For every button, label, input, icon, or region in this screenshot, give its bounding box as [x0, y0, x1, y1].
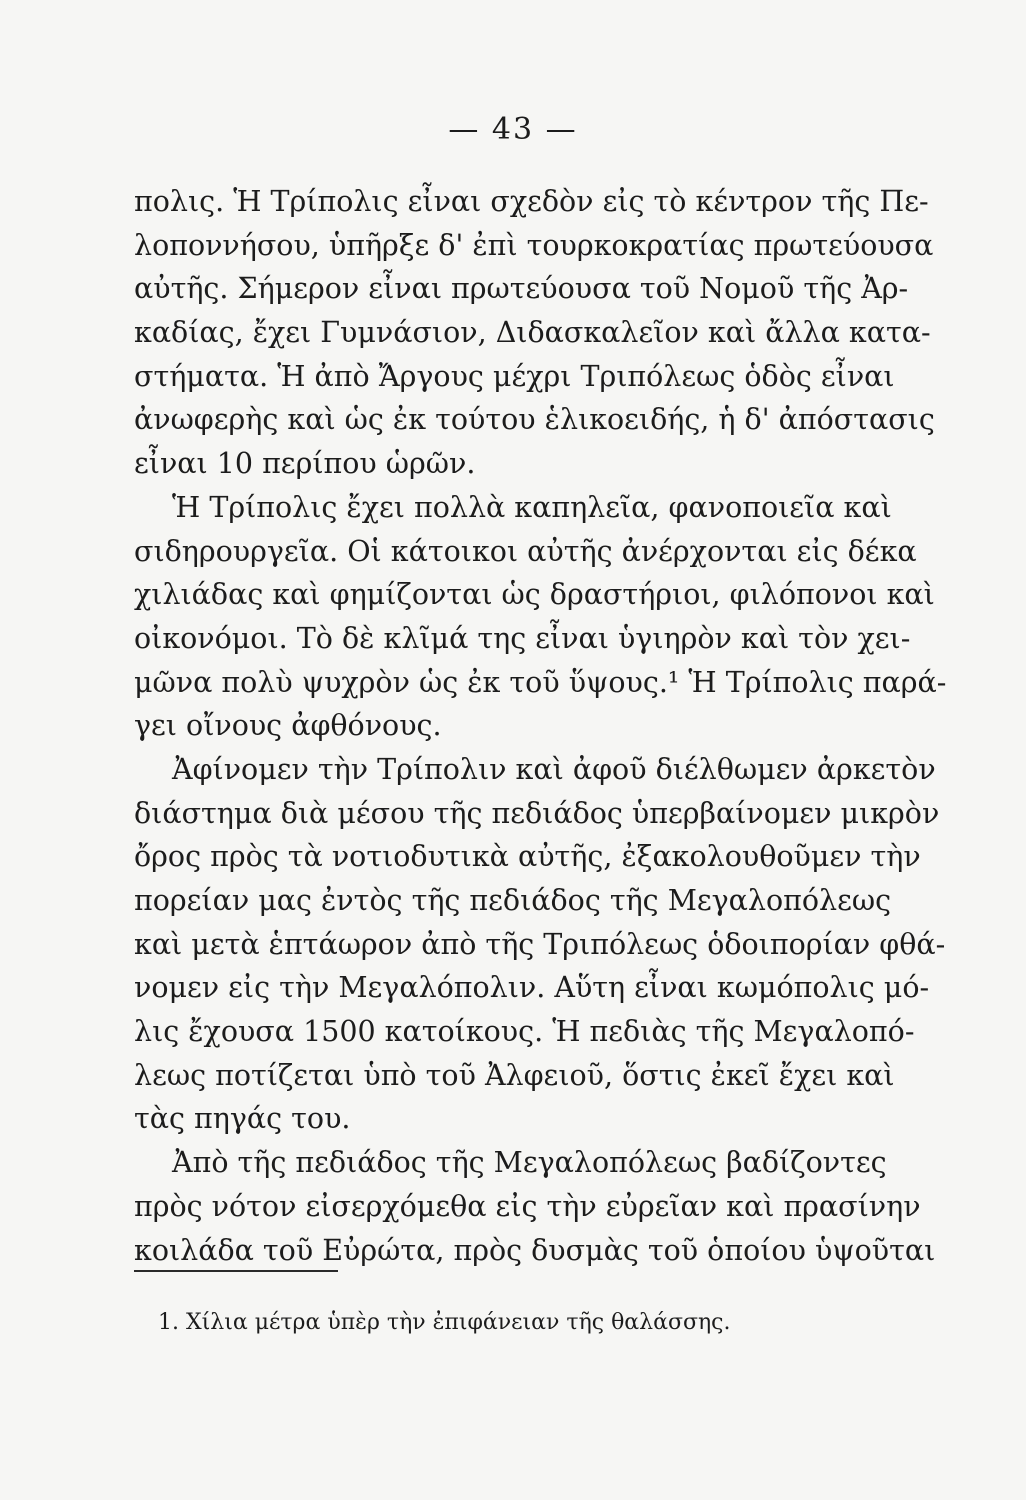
text-line: λις ἔχουσα 1500 κατοίκους. Ἡ πεδιὰς τῆς Μεγαλοπό- [134, 1015, 915, 1049]
text-line: καδίας, ἔχει Γυμνάσιον, Διδασκαλεῖον καὶ ἄλλα κατα- [134, 316, 931, 350]
body-text [134, 180, 947, 1272]
text-line: Ἀπὸ τῆς πεδιάδος τῆς Μεγαλοπόλεως βαδίζοντες [172, 1146, 887, 1180]
text-line: εἶναι 10 περίπου ὡρῶν. [134, 447, 476, 481]
text-line: ὄρος πρὸς τὰ νοτιοδυτικὰ αὐτῆς, ἐξακολουθοῦμεν τὴν [134, 840, 921, 874]
text-line: λοποννήσου, ὑπῆρξε δ' ἐπὶ τουρκοκρατίας πρωτεύουσα [134, 228, 934, 262]
text-line: Ἡ Τρίπολις ἔχει πολλὰ καπηλεῖα, φανοποιεῖα καὶ [172, 490, 892, 524]
text-line: κοιλάδα τοῦ Εὐρώτα, πρὸς δυσμὰς τοῦ ὁποίου ὑψοῦται [134, 1233, 936, 1267]
text-line: πορείαν μας ἐντὸς τῆς πεδιάδος τῆς Μεγαλοπόλεως [134, 884, 892, 917]
text-line: ἀνωφερὴς καὶ ὡς ἐκ τούτου ἑλικοειδής, ἡ δ' ἀπόστασις [134, 403, 935, 437]
text-line: τὰς πηγάς του. [134, 1102, 351, 1136]
text-line: σιδηρουργεῖα. Οἱ κάτοικοι αὐτῆς ἀνέρχονται εἰς δέκα [134, 534, 917, 568]
text-line: καὶ μετὰ ἑπτάωρον ἀπὸ τῆς Τριπόλεως ὁδοιπορίαν φθά- [134, 927, 946, 961]
text-line: μῶνα πολὺ ψυχρὸν ὡς ἐκ τοῦ ὕψους.¹ Ἡ Τρίπολις παρά- [134, 665, 947, 699]
text-line: διάστημα διὰ μέσου τῆς πεδιάδος ὑπερβαίνομεν μικρὸν [134, 796, 940, 830]
text-line: νομεν εἰς τὴν Μεγαλόπολιν. Αὕτη εἶναι κωμόπολις μό- [134, 971, 930, 1005]
footnote: 1. Χίλια μέτρα ὑπὲρ τὴν ἐπιφάνειαν τῆς θαλάσσης. [158, 1310, 731, 1335]
text-line: Ἀφίνομεν τὴν Τρίπολιν καὶ ἀφοῦ διέλθωμεν ἀρκετὸν [172, 752, 936, 786]
page-number: — 43 — [448, 112, 578, 147]
text-line: χιλιάδας καὶ φημίζονται ὡς δραστήριοι, φιλόπονοι καὶ [134, 578, 935, 612]
text-line: οἰκονόμοι. Τὸ δὲ κλῖμά της εἶναι ὑγιηρὸν καὶ τὸν χει- [134, 621, 911, 655]
text-line: στήματα. Ἡ ἀπὸ Ἄργους μέχρι Τριπόλεως ὁδὸς εἶναι [134, 359, 895, 393]
text-line: γει οἴνους ἀφθόνους. [134, 709, 442, 743]
footnote-divider [134, 1270, 338, 1272]
text-line: λεως ποτίζεται ὑπὸ τοῦ Ἀλφειοῦ, ὅστις ἐκεῖ ἔχει καὶ [134, 1058, 895, 1092]
text-line: πολις. Ἡ Τρίπολις εἶναι σχεδὸν εἰς τὸ κέντρον τῆς Πε- [134, 185, 929, 218]
text-line: πρὸς νότον εἰσερχόμεθα εἰς τὴν εὐρεῖαν καὶ πρασίνην [134, 1189, 921, 1223]
text-line: αὐτῆς. Σήμερον εἶναι πρωτεύουσα τοῦ Νομοῦ τῆς Ἀρ- [134, 272, 909, 306]
